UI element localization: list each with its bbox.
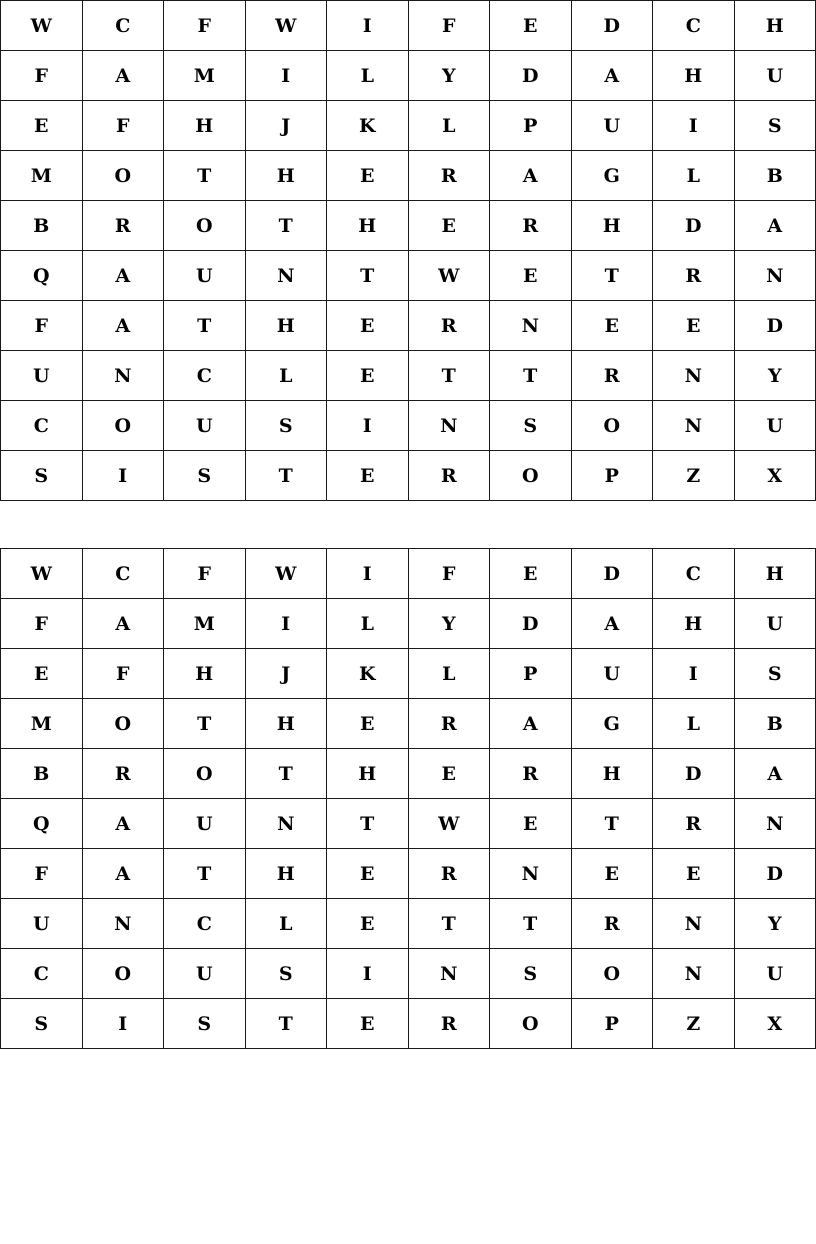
grid-cell: S	[734, 649, 816, 699]
grid-cell: H	[653, 599, 735, 649]
grid-cell: U	[1, 351, 83, 401]
grid-cell: D	[490, 51, 572, 101]
grid-cell: N	[734, 799, 816, 849]
grid-cell: T	[164, 849, 246, 899]
grid-cell: U	[164, 401, 246, 451]
grid-cell: U	[734, 949, 816, 999]
grid-cell: M	[1, 699, 83, 749]
grid-cell: T	[164, 301, 246, 351]
grid-cell: F	[1, 301, 83, 351]
grid-cell: L	[245, 899, 327, 949]
grid-cell: H	[734, 1, 816, 51]
grid-cell: C	[82, 1, 164, 51]
grid-cell: B	[1, 749, 83, 799]
grid-row	[1, 649, 816, 699]
grid-cell: W	[1, 1, 83, 51]
grid-cell: Y	[408, 599, 490, 649]
grid-cell: N	[653, 949, 735, 999]
grid-cell: N	[653, 351, 735, 401]
grid-cell: R	[408, 999, 490, 1049]
grid-cell: K	[327, 649, 409, 699]
grid-cell: F	[1, 849, 83, 899]
word-search-grid-2	[0, 548, 816, 1049]
grid-cell: R	[571, 351, 653, 401]
grid-cell: H	[245, 151, 327, 201]
grid-cell: L	[408, 101, 490, 151]
grid-cell: H	[327, 201, 409, 251]
grid-cell: F	[408, 549, 490, 599]
grid-cell: U	[571, 101, 653, 151]
grid-cell: L	[245, 351, 327, 401]
grid-cell: U	[1, 899, 83, 949]
grid-cell: T	[164, 699, 246, 749]
grid-cell: U	[734, 51, 816, 101]
grid-cell: B	[734, 151, 816, 201]
grid-row	[1, 151, 816, 201]
grid-cell: E	[490, 1, 572, 51]
grid-cell: I	[327, 949, 409, 999]
grid-cell: S	[490, 401, 572, 451]
grid-cell: L	[327, 51, 409, 101]
grid-cell: O	[571, 949, 653, 999]
grid-cell: R	[653, 799, 735, 849]
grid-cell: A	[571, 51, 653, 101]
grid-cell: M	[1, 151, 83, 201]
grid-cell: A	[82, 51, 164, 101]
grid-cell: C	[164, 899, 246, 949]
grid-cell: W	[245, 1, 327, 51]
grid-cell: H	[327, 749, 409, 799]
grid-row	[1, 51, 816, 101]
grid-cell: F	[82, 649, 164, 699]
grid-row	[1, 251, 816, 301]
grid-cell: S	[1, 451, 83, 501]
grid-cell: U	[164, 251, 246, 301]
grid-cell: U	[164, 799, 246, 849]
grid-cell: R	[408, 849, 490, 899]
grid-cell: I	[327, 401, 409, 451]
grid-row	[1, 201, 816, 251]
grid-cell: F	[164, 1, 246, 51]
grid-cell: E	[408, 749, 490, 799]
grid-cell: R	[82, 201, 164, 251]
grid-cell: N	[245, 799, 327, 849]
grid-cell: T	[245, 999, 327, 1049]
grid-cell: E	[327, 899, 409, 949]
grid-cell: H	[245, 301, 327, 351]
grid-cell: J	[245, 649, 327, 699]
grid-cell: E	[490, 799, 572, 849]
grid-row	[1, 849, 816, 899]
grid-cell: E	[571, 849, 653, 899]
grid-cell: E	[327, 849, 409, 899]
grid-cell: P	[490, 649, 572, 699]
grid-cell: D	[653, 201, 735, 251]
grid-cell: B	[734, 699, 816, 749]
grid-cell: A	[82, 599, 164, 649]
grid-cell: S	[164, 999, 246, 1049]
grid-cell: Y	[408, 51, 490, 101]
grid-cell: S	[734, 101, 816, 151]
grid-cell: E	[653, 301, 735, 351]
grid-cell: T	[327, 799, 409, 849]
grid-cell: H	[653, 51, 735, 101]
grid-cell: A	[734, 749, 816, 799]
grid-cell: T	[245, 749, 327, 799]
grid-cell: R	[408, 699, 490, 749]
grid-cell: E	[327, 151, 409, 201]
grid-cell: M	[164, 599, 246, 649]
grid-cell: F	[82, 101, 164, 151]
grid-row	[1, 949, 816, 999]
grid-cell: U	[734, 599, 816, 649]
grid-cell: H	[571, 201, 653, 251]
grid-cell: A	[571, 599, 653, 649]
grid-cell: R	[82, 749, 164, 799]
grid-cell: T	[571, 799, 653, 849]
grid-cell: C	[164, 351, 246, 401]
grid-cell: O	[82, 699, 164, 749]
grid-cell: T	[245, 201, 327, 251]
grid-cell: R	[490, 201, 572, 251]
grid-cell: E	[1, 101, 83, 151]
grid-cell: M	[164, 51, 246, 101]
grid-cell: T	[490, 899, 572, 949]
grid-cell: D	[734, 849, 816, 899]
grid-cell: F	[1, 51, 83, 101]
grid-cell: W	[245, 549, 327, 599]
grid-cell: K	[327, 101, 409, 151]
grid-cell: F	[164, 549, 246, 599]
grid-cell: R	[408, 451, 490, 501]
grid-cell: T	[327, 251, 409, 301]
grid-cell: A	[490, 699, 572, 749]
grid-cell: L	[408, 649, 490, 699]
grid-row	[1, 999, 816, 1049]
grid-cell: A	[82, 301, 164, 351]
grid-cell: R	[490, 749, 572, 799]
grid-cell: E	[490, 549, 572, 599]
grid-cell: N	[408, 949, 490, 999]
grid-cell: E	[327, 351, 409, 401]
grid-cell: L	[653, 699, 735, 749]
grid-row	[1, 549, 816, 599]
grid-cell: T	[164, 151, 246, 201]
grid-cell: N	[490, 849, 572, 899]
grid-cell: I	[327, 1, 409, 51]
grid-cell: G	[571, 151, 653, 201]
grid-cell: Q	[1, 799, 83, 849]
grid-cell: T	[490, 351, 572, 401]
grid-cell: J	[245, 101, 327, 151]
grid-cell: R	[653, 251, 735, 301]
grid-cell: S	[164, 451, 246, 501]
grid-cell: E	[327, 699, 409, 749]
grid-row	[1, 101, 816, 151]
grid-cell: A	[734, 201, 816, 251]
grid-cell: Y	[734, 351, 816, 401]
grid-cell: P	[490, 101, 572, 151]
grid-cell: I	[327, 549, 409, 599]
grid-cell: R	[571, 899, 653, 949]
grid-cell: N	[653, 401, 735, 451]
grid-cell: I	[653, 101, 735, 151]
grid-cell: U	[734, 401, 816, 451]
grid-cell: X	[734, 999, 816, 1049]
grid-cell: T	[245, 451, 327, 501]
grid-cell: E	[1, 649, 83, 699]
grid-cell: Y	[734, 899, 816, 949]
grid-cell: O	[571, 401, 653, 451]
grid-cell: O	[82, 949, 164, 999]
grid-cell: W	[408, 251, 490, 301]
grid-cell: E	[327, 301, 409, 351]
grid-cell: I	[245, 51, 327, 101]
grid-row	[1, 599, 816, 649]
grid-cell: T	[571, 251, 653, 301]
grid-cell: D	[571, 1, 653, 51]
grid-cell: N	[245, 251, 327, 301]
grid-row	[1, 451, 816, 501]
word-search-grid-1	[0, 0, 816, 501]
grid-cell: O	[164, 201, 246, 251]
grid-cell: E	[490, 251, 572, 301]
grid-row	[1, 401, 816, 451]
grid-cell: F	[408, 1, 490, 51]
grid-cell: Q	[1, 251, 83, 301]
grid-cell: E	[653, 849, 735, 899]
grid-cell: I	[245, 599, 327, 649]
grid-cell: O	[490, 999, 572, 1049]
grid-cell: D	[571, 549, 653, 599]
grid-cell: U	[571, 649, 653, 699]
grid-cell: E	[327, 999, 409, 1049]
grid-cell: E	[327, 451, 409, 501]
grid-cell: N	[734, 251, 816, 301]
grid-cell: W	[1, 549, 83, 599]
grid-cell: O	[490, 451, 572, 501]
grid-cell: X	[734, 451, 816, 501]
grid-cell: H	[164, 649, 246, 699]
grid-cell: F	[1, 599, 83, 649]
grid-cell: O	[82, 401, 164, 451]
grid-cell: A	[82, 799, 164, 849]
grid-cell: T	[408, 899, 490, 949]
grid-cell: N	[408, 401, 490, 451]
grid-cell: A	[82, 251, 164, 301]
grid-cell: P	[571, 999, 653, 1049]
grid-cell: H	[571, 749, 653, 799]
grid-cell: C	[1, 401, 83, 451]
grid-cell: A	[82, 849, 164, 899]
grid-cell: D	[653, 749, 735, 799]
grid-cell: P	[571, 451, 653, 501]
grid-cell: N	[82, 351, 164, 401]
grid-cell: D	[490, 599, 572, 649]
grid-cell: E	[408, 201, 490, 251]
grid-cell: S	[1, 999, 83, 1049]
grid-cell: D	[734, 301, 816, 351]
grid-cell: L	[653, 151, 735, 201]
grid-cell: E	[571, 301, 653, 351]
grid-cell: T	[408, 351, 490, 401]
grid-cell: H	[245, 849, 327, 899]
grid-cell: R	[408, 151, 490, 201]
grid-row	[1, 699, 816, 749]
grid-cell: A	[490, 151, 572, 201]
grid-cell: U	[164, 949, 246, 999]
grid-cell: I	[82, 999, 164, 1049]
grid-cell: Z	[653, 999, 735, 1049]
grid-row	[1, 301, 816, 351]
grid-cell: C	[1, 949, 83, 999]
grid-cell: L	[327, 599, 409, 649]
grid-row	[1, 749, 816, 799]
grid-cell: H	[164, 101, 246, 151]
grid-cell: C	[653, 1, 735, 51]
grid-cell: G	[571, 699, 653, 749]
grid-cell: C	[82, 549, 164, 599]
grid-cell: H	[245, 699, 327, 749]
grid-cell: B	[1, 201, 83, 251]
grid-cell: I	[82, 451, 164, 501]
grid-cell: S	[490, 949, 572, 999]
grid-cell: S	[245, 949, 327, 999]
grid-row	[1, 899, 816, 949]
grid-cell: W	[408, 799, 490, 849]
grid-cell: R	[408, 301, 490, 351]
grid-cell: N	[82, 899, 164, 949]
grid-cell: I	[653, 649, 735, 699]
grid-row	[1, 351, 816, 401]
grid-cell: N	[490, 301, 572, 351]
grid-cell: O	[164, 749, 246, 799]
grid-cell: S	[245, 401, 327, 451]
grid-cell: C	[653, 549, 735, 599]
grid-cell: O	[82, 151, 164, 201]
grid-row	[1, 1, 816, 51]
grid-row	[1, 799, 816, 849]
grid-cell: N	[653, 899, 735, 949]
grid-cell: Z	[653, 451, 735, 501]
grid-cell: H	[734, 549, 816, 599]
